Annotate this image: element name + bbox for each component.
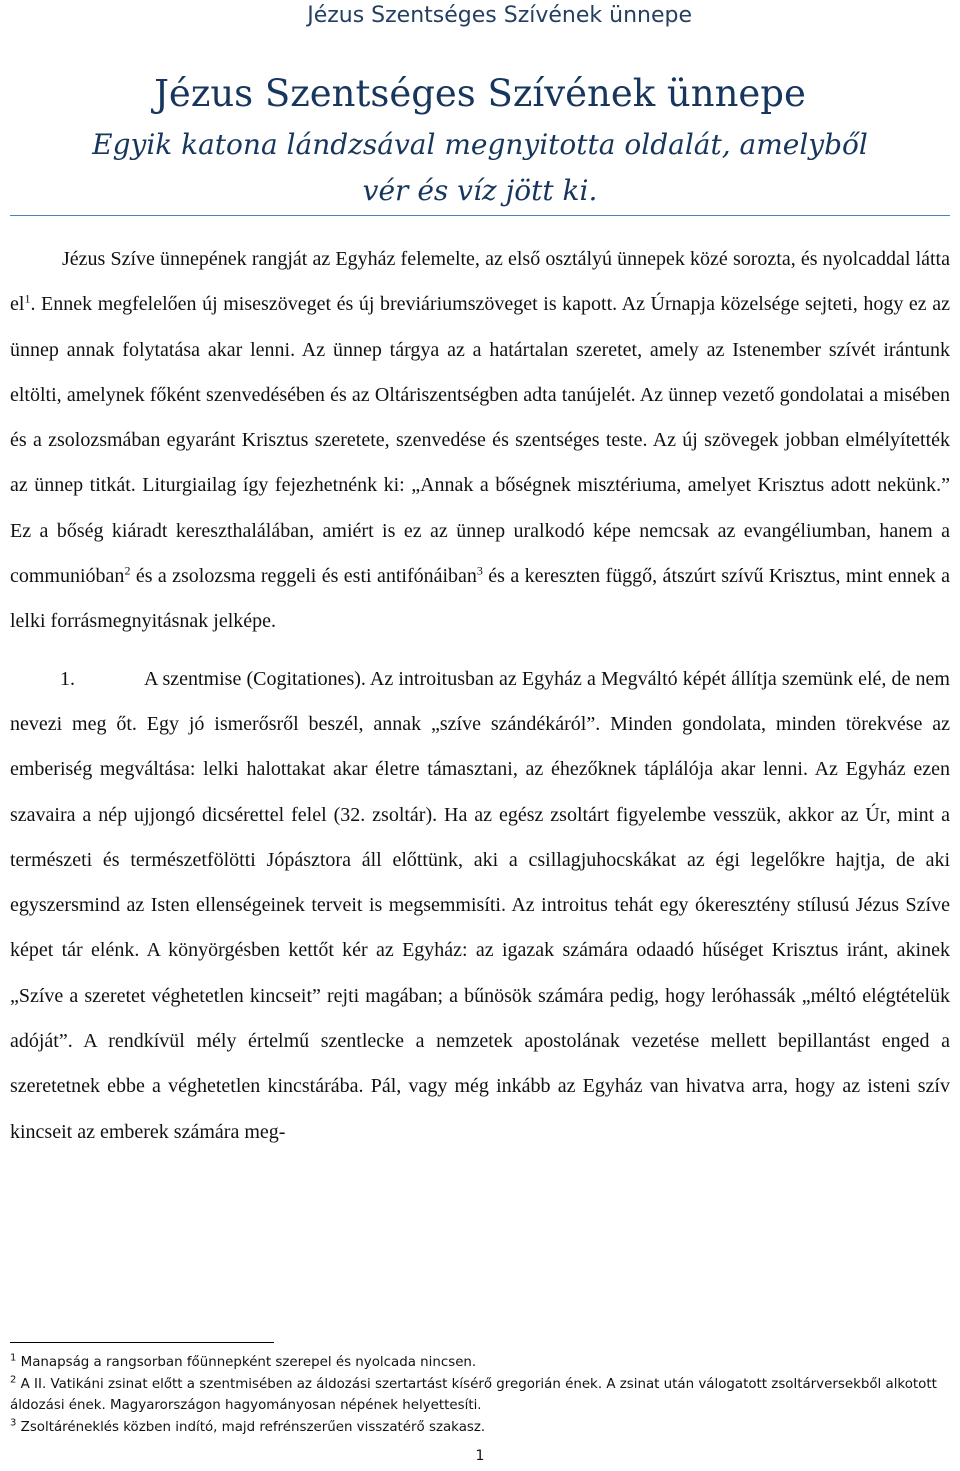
section-1-text: A szentmise (Cogitationes). Az introitusban az Egyház a Megváltó képét állítja szemünk elé, de nem nevezi meg őt. Egy jó ismerősről beszél, annak „szíve szándékáról”. Minden gondolata, minden törekvése az emberiség megváltása: lelki halottakat akar életre támasztani, az éhezőknek táplálója akar lenni. Az Egyház ezen szavaira a nép ujjongó dicsérettel felel (32. zsoltár). Ha az egész zsoltárt figyelembe vesszük, akkor az Úr, mint a természeti és természetfölötti Jópásztora áll előttünk, aki a csillagjuhocskákat az égi legelőkre hajtja, de aki egyszersmind az Isten ellenségeinek terveit is megsemmisíti. Az introitus tehát egy ókeresztény stílusú Jézus Szíve képet tár elénk. A könyörgésben kettőt kér az Egyház: az igazak számára odaadó hűséget Krisztus iránt, akinek „Szíve a szeretet véghetetlen kincseit” rejti magában; a bűnösök számára pedig, hogy leróhassák „méltó elégtételük adóját”. A rendkívül mély értelmű szentlecke a nemzetek apostolának vezetése mellett bepillantást enged a szeretetnek ebbe a véghetetlen kincstárába. Pál, vagy még inkább az Egyház van hivatva arra, hogy az isteni szív kincseit az emberek számára meg- [10,667,950,1143]
footnote-3 [10,1417,950,1439]
title-block [10,66,950,214]
footnotes [10,1352,950,1438]
footnote-ref-3[interactable]: 3 [476,563,483,578]
footnote-separator [10,1342,274,1343]
title-divider [10,215,950,216]
intro-text-part-1: Jézus Szíve ünnepének rangját az Egyház felemelte, az első osztályú ünnepek közé sorozta, és nyolcaddal látta el [10,248,950,316]
footnote-1-number: 1 [10,1352,17,1364]
footnote-ref-2[interactable]: 2 [124,563,131,578]
footnote-2 [10,1374,950,1417]
intro-text-part-3: és a zsolozsma reggeli és esti antifónáiban [130,565,477,588]
footnote-2-text: A II. Vatikáni zsinat előtt a szentmisében az áldozási szertartást kísérő gregorián ének. A zsinat után válogatott zsoltárversekből alkotott áldozási ének. Magyarországon hagyományosan népének helyettesíti. [10,1376,937,1413]
section-1-number: 1. [60,667,75,690]
intro-text-part-2: . Ennek megfelelően új miseszöveget és új breviáriumszöveget is kapott. Az Úrnapja közelsége sejteti, hogy ez az ünnep annak folytatása akar lenni. Az ünnep tárgya az a határtalan szeretet, amely az Istenember szívét irántunk eltölti, amelynek főként szenvedésében és az Oltáriszentségben adta tanújelét. Az ünnep vezető gondolatai a misében és a zsolozsmában egyaránt Krisztus szeretete, szenvedése és szentséges teste. Az új szövegek jobban elmélyítették az ünnep titkát. Liturgiailag így fejezhetnénk ki: „Annak a bőségnek misztériuma, amelyet Krisztus adott nekünk.” Ez a bőség kiáradt kereszthalálában, amiért is ez az ünnep uralkodó képe nemcsak az evangéliumban, hanem a communióban [10,293,950,588]
footnote-1 [10,1352,950,1374]
running-header: Jézus Szentséges Szívének ünnepe [307,3,692,28]
footnote-ref-1[interactable]: 1 [24,291,31,306]
section-1-paragraph [10,657,950,1155]
intro-text-part-4: és a kereszten függő, átszúrt szívű Krisztus, mint ennek a lelki forrásmegnyitásnak jelképe. [10,565,950,633]
body-text [10,237,950,1155]
document-subtitle: Egyik katona lándzsával megnyitotta oldalát, amelyből vér és víz jött ki. [92,128,868,207]
footnote-2-number: 2 [10,1374,17,1386]
footnote-3-text: Zsoltáréneklés közben indító, majd refrénszerűen visszatérő szakasz. [20,1419,486,1435]
intro-paragraph [10,237,950,645]
page-number: 1 [475,1448,485,1464]
document-title: Jézus Szentséges Szívének ünnepe [154,72,806,115]
footnote-3-number: 3 [10,1417,17,1429]
footnote-1-text: Manapság a rangsorban főünnepként szerepel és nyolcada nincsen. [20,1355,477,1370]
